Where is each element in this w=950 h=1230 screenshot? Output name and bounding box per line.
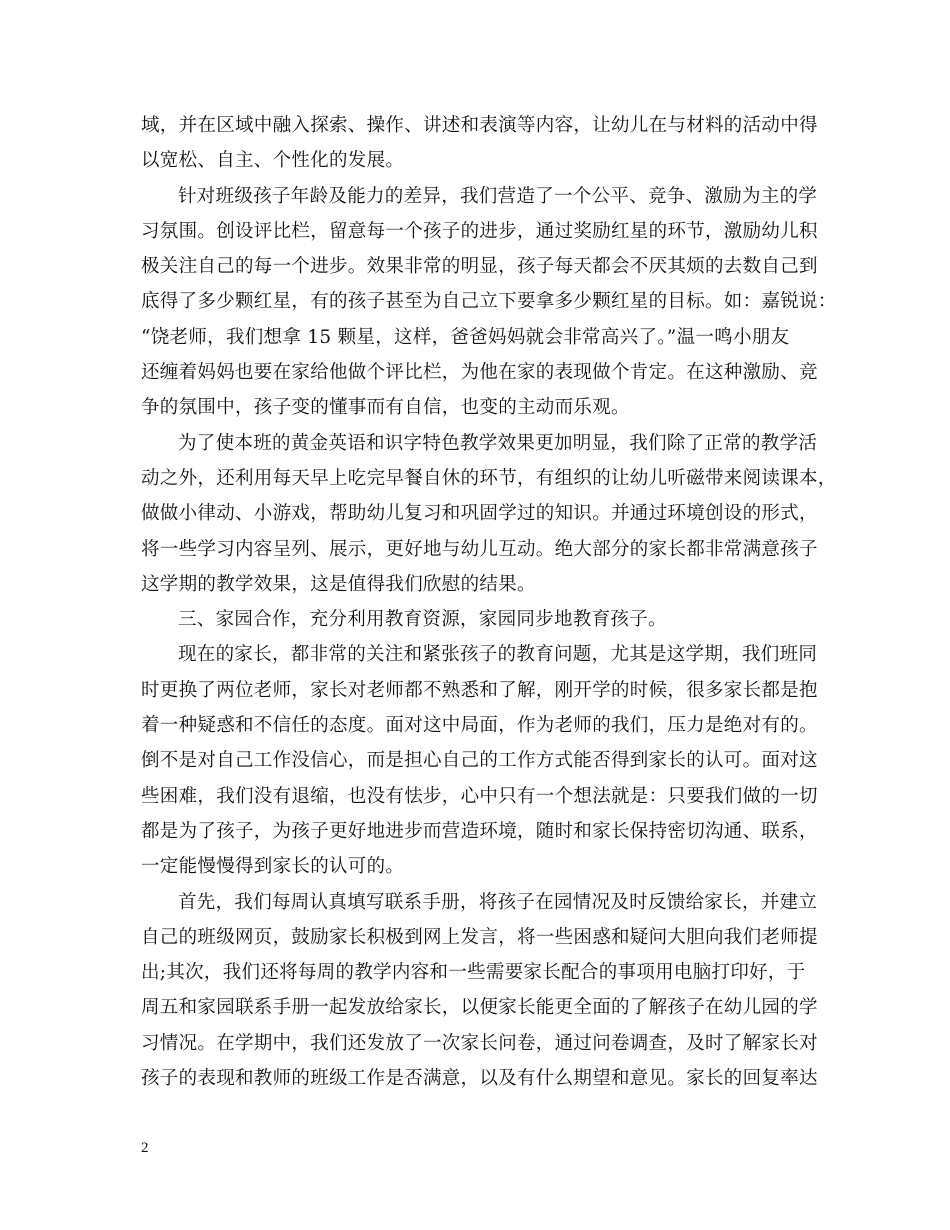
text-line: 时更换了两位老师，家长对老师都不熟悉和了解，刚开学的时候，很多家长都是抱	[141, 679, 818, 701]
text-line: 以宽松、自主、个性化的发展。	[141, 150, 405, 172]
text-line: 将一些学习内容呈列、展示，更好地与幼儿互动。绝大部分的家长都非常满意孩子	[141, 538, 818, 560]
text-line: 针对班级孩子年龄及能力的差异，我们营造了一个公平、竞争、激励为主的学	[178, 185, 818, 207]
text-line: 做做小律动、小游戏，帮助幼儿复习和巩固学过的知识。并通过环境创设的形式，	[141, 503, 818, 525]
text-line: 孩子的表现和教师的班级工作是否满意，以及有什么期望和意见。家长的回复率达	[141, 1068, 818, 1090]
section-heading: 三、家园合作，充分利用教育资源，家园同步地教育孩子。	[178, 609, 667, 631]
text-line: 些困难，我们没有退缩，也没有怯步，心中只有一个想法就是：只要我们做的一切	[141, 785, 818, 807]
body-text	[141, 108, 837, 1096]
text-line: 着一种疑惑和不信任的态度。面对这中局面，作为老师的我们，压力是绝对有的。	[141, 715, 818, 737]
text-line: 争的氛围中，孩子变的懂事而有自信，也变的主动而乐观。	[141, 397, 630, 419]
text-line: 还缠着妈妈也要在家给他做个评比栏，为他在家的表现做个肯定。在这种激励、竞	[141, 362, 818, 384]
page-number: 2	[141, 1140, 149, 1156]
text-line: 首先，我们每周认真填写联系手册，将孩子在园情况及时反馈给家长，并建立	[178, 891, 818, 913]
text-line: 习情况。在学期中，我们还发放了一次家长问卷，通过问卷调查，及时了解家长对	[141, 1032, 818, 1054]
text-line: 动之外，还利用每天早上吃完早餐自休的环节，有组织的让幼儿听磁带来阅读课本，	[141, 467, 837, 489]
text-line: 习氛围。创设评比栏，留意每一个孩子的进步，通过奖励红星的环节，激励幼儿积	[141, 220, 818, 242]
text-line: 为了使本班的黄金英语和识字特色教学效果更加明显，我们除了正常的教学活	[178, 432, 818, 454]
text-line: 一定能慢慢得到家长的认可的。	[141, 856, 405, 878]
text-line: 这学期的教学效果，这是值得我们欣慰的结果。	[141, 573, 536, 595]
text-line: 底得了多少颗红星，有的孩子甚至为自己立下要拿多少颗红星的目标。如：嘉锐说：	[141, 291, 837, 313]
text-line: 极关注自己的每一个进步。效果非常的明显，孩子每天都会不厌其烦的去数自己到	[141, 256, 818, 278]
text-line: 出;其次，我们还将每周的教学内容和一些需要家长配合的事项用电脑打印好，于	[141, 962, 806, 984]
text-line: 都是为了孩子，为孩子更好地进步而营造环境，随时和家长保持密切沟通、联系，	[141, 820, 818, 842]
text-line: 现在的家长，都非常的关注和紧张孩子的教育问题，尤其是这学期，我们班同	[178, 644, 818, 666]
text-line: 域，并在区域中融入探索、操作、讲述和表演等内容，让幼儿在与材料的活动中得	[141, 115, 818, 136]
text-line: “饶老师，我们想拿 15 颗星，这样，爸爸妈妈就会非常高兴了。”温一鸣小朋友	[141, 326, 790, 348]
text-line: 倒不是对自己工作没信心，而是担心自己的工作方式能否得到家长的认可。面对这	[141, 750, 818, 772]
text-line: 周五和家园联系手册一起发放给家长，以便家长能更全面的了解孩子在幼儿园的学	[141, 997, 818, 1019]
text-line: 自己的班级网页，鼓励家长积极到网上发言，将一些困惑和疑问大胆向我们老师提	[141, 926, 818, 948]
